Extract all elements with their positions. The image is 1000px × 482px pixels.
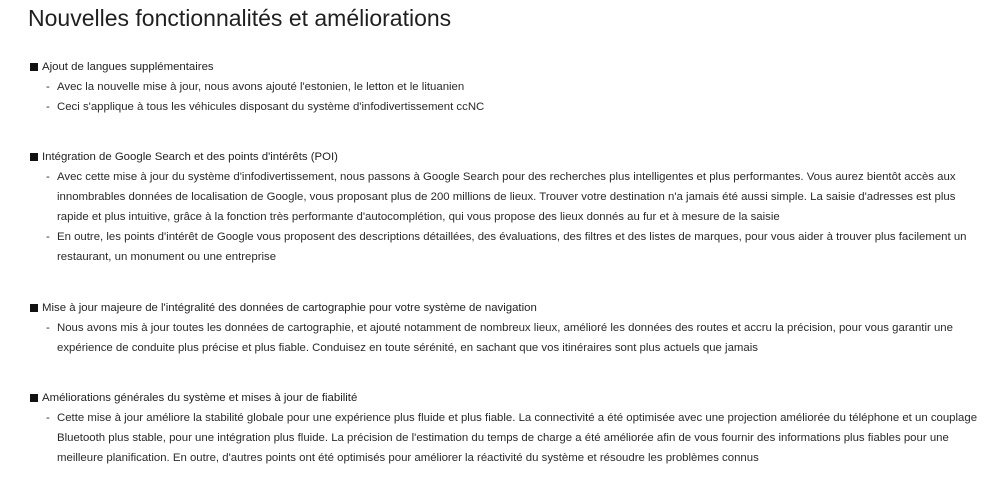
square-bullet-icon (30, 63, 38, 71)
section-heading-text: Ajout de langues supplémentaires (42, 61, 214, 73)
list-item (30, 408, 990, 468)
section-additional-languages (30, 57, 990, 117)
section-heading (30, 298, 990, 318)
list-item (30, 167, 990, 227)
list-item-text: En outre, les points d'intérêt de Google vous proposent des descriptions détaillées, des évaluations, des filtres et des listes de marques, pour vous aider à trouver plus facilement un restaurant, un monument ou une entreprise (57, 231, 967, 263)
dash-marker: - (46, 171, 50, 183)
dash-marker: - (46, 81, 50, 93)
list-item (30, 318, 990, 358)
list-item-text: Avec cette mise à jour du système d'infodivertissement, nous passons à Google Search pour des recherches plus intelligentes et plus performantes. Vous aurez bientôt accès aux innombrables données de localisation de Google, vous proposant plus de 200 millions de lieux. Trouver votre destination n'a jamais été aussi simple. La saisie d'adresses est plus rapide et plus intuitive, grâce à la fonction très performante d'autocomplétion, qui vous propose des lieux donnés au fur et à mesure de la saisie (57, 171, 956, 223)
section-heading (30, 57, 990, 77)
list-item (30, 97, 990, 117)
list-item-text: Ceci s'applique à tous les véhicules disposant du système d'infodivertissement ccNC (57, 101, 485, 113)
bullet-list (30, 318, 990, 358)
bullet-list (30, 77, 990, 117)
section-heading-text: Intégration de Google Search et des points d'intérêts (POI) (42, 151, 338, 163)
square-bullet-icon (30, 304, 38, 312)
bullet-list (30, 408, 990, 468)
page-title: Nouvelles fonctionnalités et améliorations (28, 5, 452, 31)
square-bullet-icon (30, 394, 38, 402)
section-google-search-poi (30, 147, 990, 267)
dash-marker: - (46, 101, 50, 113)
dash-marker: - (46, 412, 50, 424)
section-heading (30, 147, 990, 167)
list-item-text: Cette mise à jour améliore la stabilité globale pour une expérience plus fluide et plus fiable. La connectivité a été optimisée avec une projection améliorée du téléphone et un couplage Bluetooth plus stable, pour une intégration plus fluide. La précision de l'estimation du temps de charge a été améliorée afin de vous fournir des informations plus fiables pour une meilleure planification. En outre, d'autres points ont été optimisés pour améliorer la réactivité du système et résoudre les problèmes connus (57, 412, 978, 464)
square-bullet-icon (30, 153, 38, 161)
bullet-list (30, 167, 990, 267)
section-heading-text: Mise à jour majeure de l'intégralité des données de cartographie pour votre système de navigation (42, 302, 537, 314)
list-item-text: Avec la nouvelle mise à jour, nous avons ajouté l'estonien, le letton et le lituanien (57, 81, 465, 93)
list-item-text: Nous avons mis à jour toutes les données de cartographie, et ajouté notamment de nombreux lieux, amélioré les données des routes et accru la précision, pour vous garantir une expérience de conduite plus précise et plus fiable. Conduisez en toute sérénité, en sachant que vos itinéraires sont plus actuels que jamais (57, 322, 953, 354)
section-heading (30, 388, 990, 408)
dash-marker: - (46, 322, 50, 334)
list-item (30, 77, 990, 97)
section-heading-text: Améliorations générales du système et mises à jour de fiabilité (42, 392, 358, 404)
section-map-data-update (30, 298, 990, 358)
section-general-improvements (30, 388, 990, 468)
dash-marker: - (46, 231, 50, 243)
list-item (30, 227, 990, 267)
